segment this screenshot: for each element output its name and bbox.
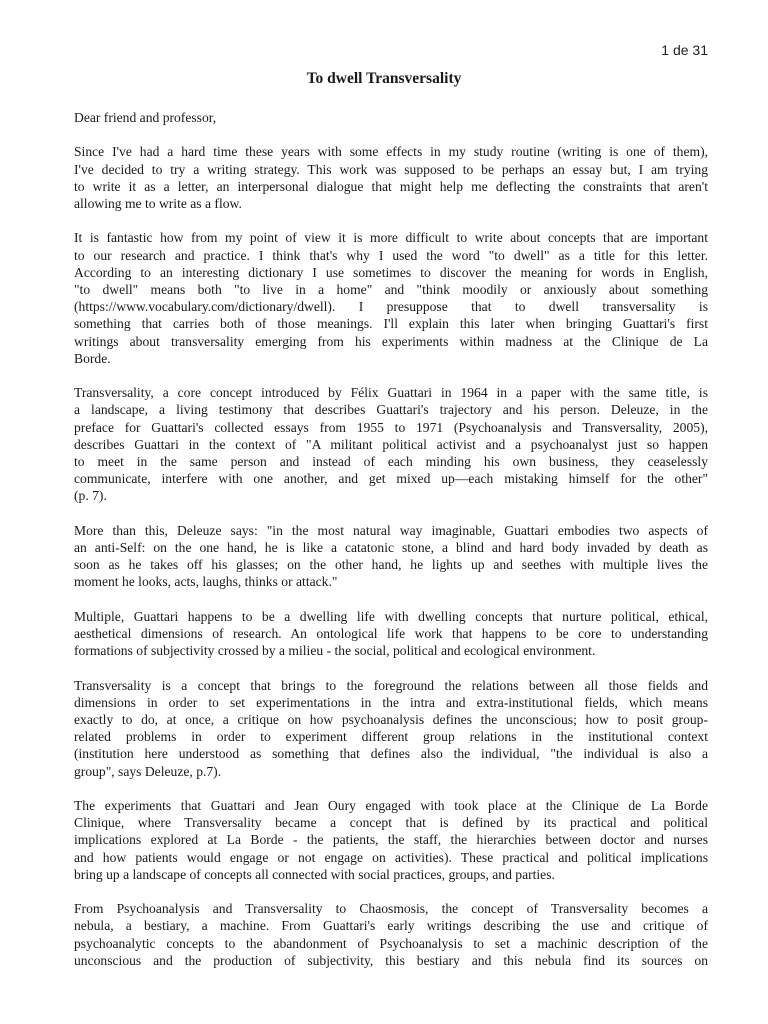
text-line: According to an interesting dictionary I use sometimes to discover the meaning for words in English, [74,264,708,280]
text-line: formations of subjectivity crossed by a milieu - the social, political and ecological environment. [74,643,596,659]
text-line: Transversality is a concept that brings to the foreground the relations between all those fields and [74,677,708,693]
text-line: Clinique, where Transversality became a concept that is defined by its practical and political [74,815,708,831]
text-line: Multiple, Guattari happens to be a dwelling life with dwelling concepts that nurture political, ethical, [74,608,708,624]
text-line: describes Guattari in the context of "A militant political activist and a psychoanalyst just so happen [74,436,708,452]
paragraph [74,229,708,367]
text-line: moment he looks, acts, laughs, thinks or attack." [74,574,338,590]
paragraph [74,109,708,126]
text-line: Borde. [74,350,111,366]
text-line: unconscious and the production of subjectivity, this bestiary and this nebula find its sources on [74,952,708,968]
text-line: to our research and practice. I think that's why I used the word "to dwell" as a title for this letter. [74,247,708,263]
paragraph [74,900,708,969]
text-line: to write it as a letter, an interpersonal dialogue that might help me deflecting the constraints that aren't [74,178,708,194]
paragraph [74,143,708,212]
text-line: Transversality, a core concept introduced by Félix Guattari in 1964 in a paper with the same title, is [74,385,708,401]
text-line: a landscape, a living testimony that describes Guattari's trajectory and his person. Deleuze, in the [74,402,708,418]
text-line: Dear friend and professor, [74,110,217,125]
text-line: communicate, interfere with one another, and get mixed up—each mistaking himself for the other" [74,471,708,487]
paragraph [74,608,708,660]
text-line: allowing me to write as a flow. [74,196,242,211]
text-line: Since I've had a hard time these years with some effects in my study routine (writing is one of them), [74,144,708,160]
text-line: The experiments that Guattari and Jean Oury engaged with took place at the Clinique de La Borde [74,798,708,814]
text-line: soon as he takes off his glasses; on the other hand, he lights up and seethes with multiple lives the [74,557,708,573]
text-line: nebula, a bestiary, a machine. From Guattari's early writings describing the use and critique of [74,918,708,934]
text-line: related problems in order to experiment different group relations in the institutional context [74,729,708,745]
paragraph [74,522,708,591]
text-line: bring up a landscape of concepts all connected with social practices, groups, and parties. [74,866,555,882]
text-line: to meet in the same person and instead of each minding his own business, they ceaselessly [74,454,708,470]
text-line: exactly to do, at once, a critique on how psychoanalysis defines the unconscious; how to posit group- [74,712,708,728]
text-line: (institution here understood as something that defines also the individual, "the individual is also a [74,746,708,762]
text-line: (https://www.vocabulary.com/dictionary/dwell). I presuppose that to dwell transversality is [74,299,708,315]
paragraph [74,384,708,504]
text-line: an anti-Self: on the one hand, he is like a catatonic stone, a blind and hard body invaded by death as [74,540,708,556]
text-line: writings about transversality emerging from his experiments within madness at the Clinique de La [74,333,708,349]
text-line: dimensions in order to set experimentations in the intra and extra-institutional fields, which means [74,694,708,710]
text-line: psychoanalytic concepts to the abandonment of Psychoanalysis to set a machinic description of the [74,935,708,951]
text-line: preface for Guattari's collected essays from 1955 to 1971 (Psychoanalysis and Transversality, 2005), [74,419,708,435]
text-line: and how patients would engage or not engage on activities). These practical and political implications [74,849,708,865]
paragraph [74,797,708,883]
text-line: something that carries both of those meanings. I'll explain this later when bringing Guattari's first [74,316,708,332]
text-line: It is fantastic how from my point of view it is more difficult to write about concepts that are important [74,230,708,246]
text-line: aesthetical dimensions of research. An ontological life work that happens to be core to understanding [74,626,708,642]
paragraph [74,677,708,780]
page-number: 1 de 31 [661,42,708,58]
text-line: I've decided to try a writing strategy. This work was supposed to be perhaps an essay but, I am trying [74,161,708,177]
document-title: To dwell Transversality [306,70,462,87]
text-line: "to dwell" means both "to live in a home" and "think moodily or anxiously about something [74,282,708,297]
text-line: From Psychoanalysis and Transversality to Chaosmosis, the concept of Transversality becomes a [74,901,708,917]
document-body [74,109,708,986]
text-line: (p. 7). [74,488,107,504]
text-line: implications explored at La Borde - the patients, the staff, the hierarchies between doctor and nurses [74,832,708,848]
text-line: More than this, Deleuze says: "in the most natural way imaginable, Guattari embodies two aspects of [74,522,708,538]
text-line: group", says Deleuze, p.7). [74,763,222,779]
